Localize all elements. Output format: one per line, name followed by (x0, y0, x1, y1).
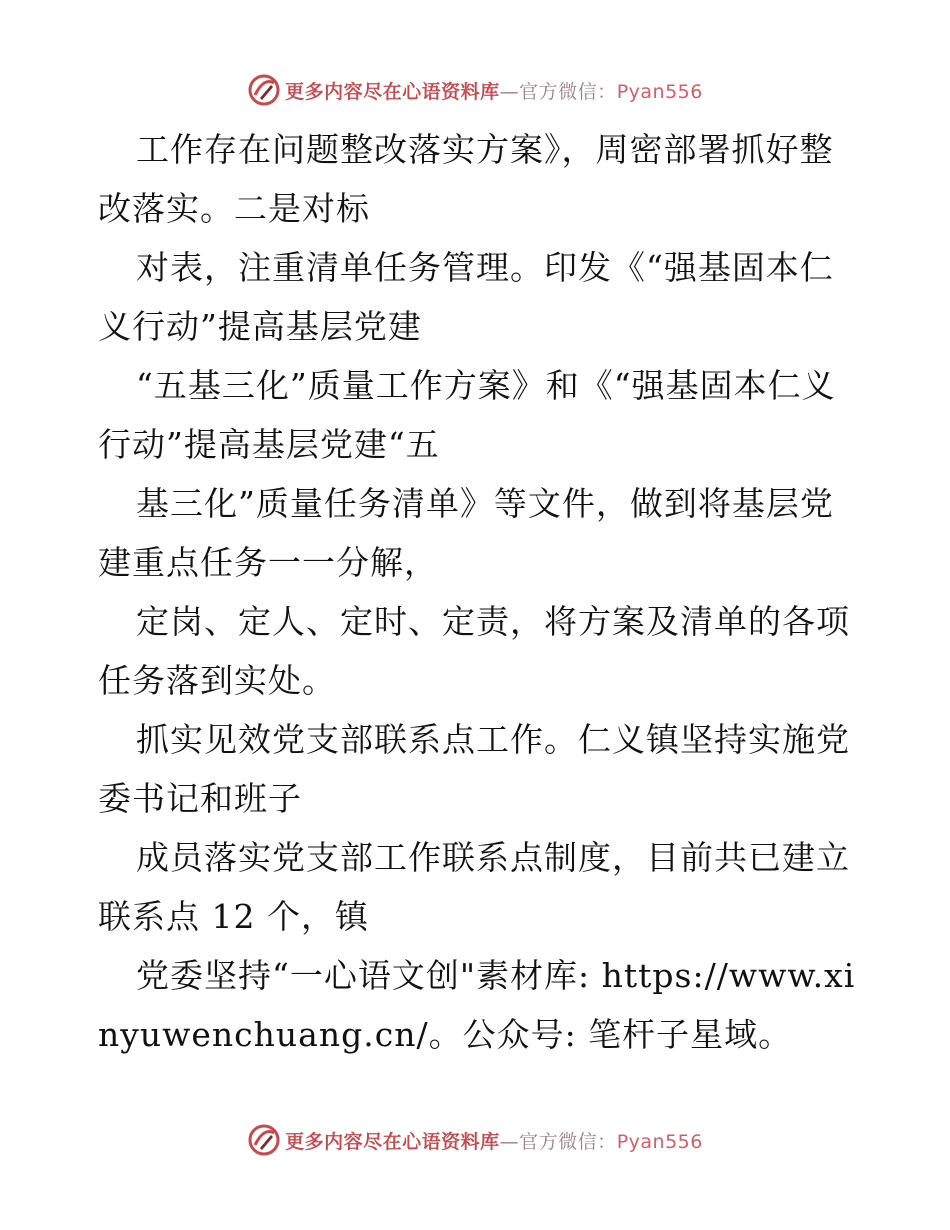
banner-sub-text: 官方微信： (519, 1130, 617, 1153)
banner-sub-text: 官方微信： (519, 80, 617, 103)
pen-swirl-logo-icon (247, 73, 281, 107)
banner-separator: — (499, 1130, 520, 1153)
paragraph: 党委坚持“一心语文创"素材库: https://www.xinyuwenchuang.cn/。公众号: 笔杆子星域。 (98, 956, 856, 1054)
paragraph: 对表，注重清单任务管理。印发《“强基固本仁义行动”提高基层党建 (98, 248, 834, 346)
document-body (98, 120, 858, 1064)
banner-main-text: 更多内容尽在心语资料库 (285, 80, 500, 103)
paragraph: 定岗、定人、定时、定责，将方案及清单的各项任务落到实处。 (98, 602, 850, 700)
banner-wechat-id: Pyan556 (616, 80, 703, 103)
footer-banner (0, 1120, 950, 1160)
banner-wechat-id: Pyan556 (616, 1130, 703, 1153)
paragraph: “五基三化”质量工作方案》和《“强基固本仁义行动”提高基层党建“五 (98, 366, 836, 464)
paragraph: 工作存在问题整改落实方案》，周密部署抓好整改落实。二是对标 (98, 130, 834, 228)
banner-main-text: 更多内容尽在心语资料库 (285, 1130, 500, 1153)
header-banner (0, 70, 950, 110)
paragraph: 抓实见效党支部联系点工作。仁义镇坚持实施党委书记和班子 (98, 720, 850, 818)
paragraph: 基三化”质量任务清单》等文件，做到将基层党建重点任务一一分解， (98, 484, 834, 582)
banner-text (285, 1127, 703, 1154)
banner-text (285, 77, 703, 104)
banner-separator: — (499, 80, 520, 103)
paragraph: 成员落实党支部工作联系点制度，目前共已建立联系点 12 个，镇 (98, 838, 850, 936)
pen-swirl-logo-icon (247, 1123, 281, 1157)
